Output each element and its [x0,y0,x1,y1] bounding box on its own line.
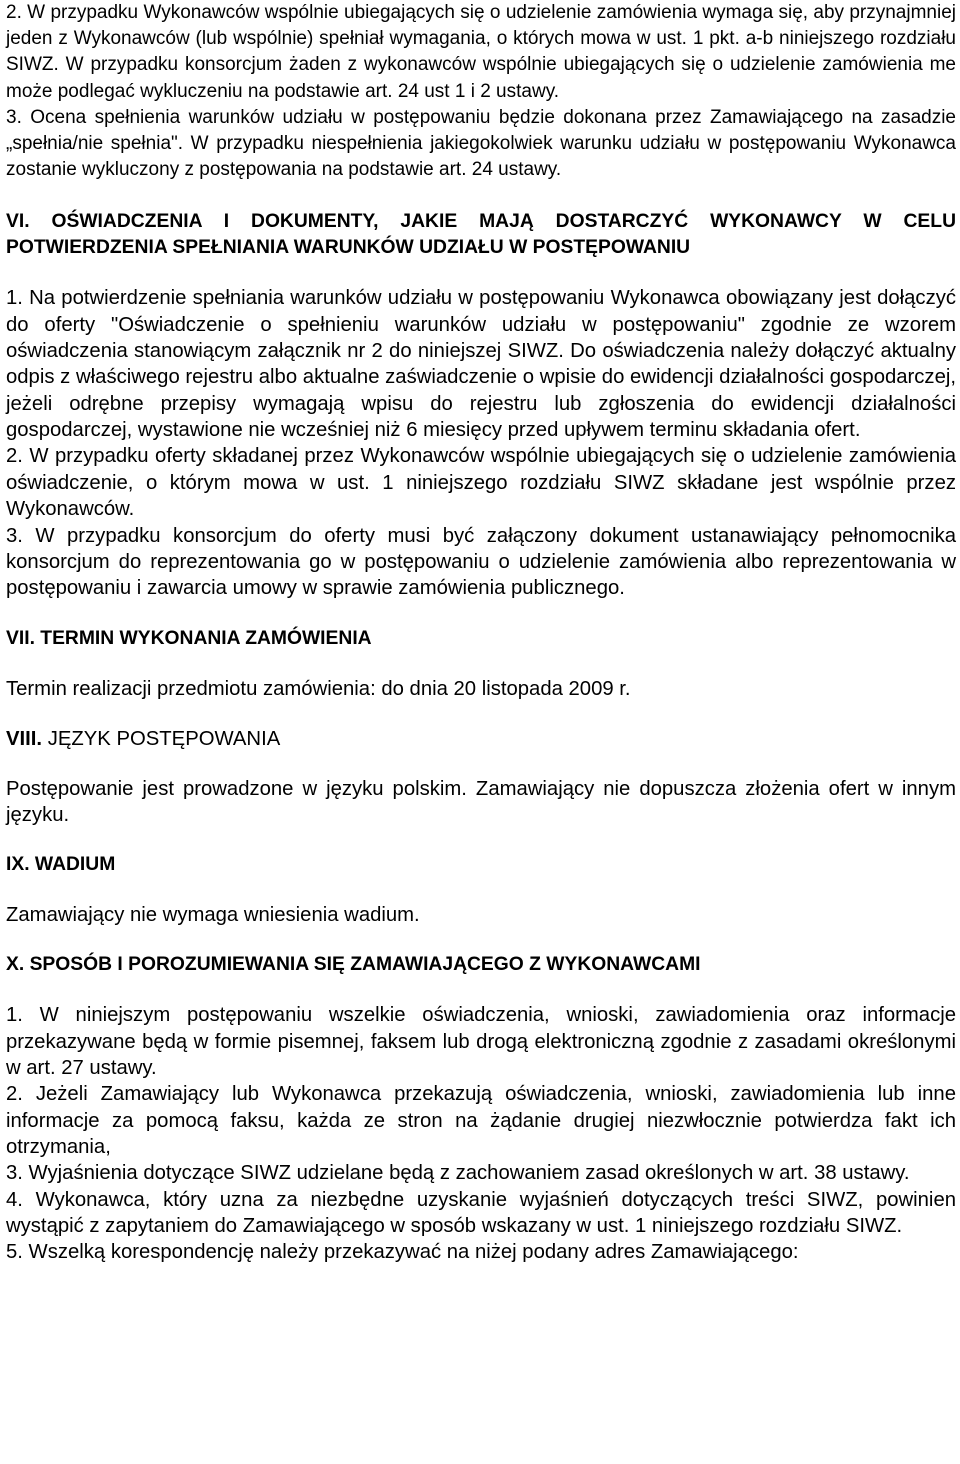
spacer [6,183,956,209]
section-x-paragraph-1: 1. W niniejszym postępowaniu wszelkie oświadczenia, wnioski, zawiadomienia oraz informacje przekazywane będą w formie pisemnej, faksem lub drogą elektroniczną zgodnie z zasadami określonymi w art. 27 ustawy. [6,1004,956,1079]
spacer [6,652,956,676]
section-x-paragraph-4: 4. Wykonawca, który uzna za niezbędne uzyskanie wyjaśnień dotyczących treści SIWZ, powinien wystąpić z zapytaniem do Zamawiającego w sposób wskazany w ust. 1 niniejszego rozdziału SIWZ. [6,1188,956,1237]
spacer [6,828,956,852]
spacer [6,878,956,902]
section-vi-paragraph-1: 1. Na potwierdzenie spełniania warunków udziału w postępowaniu Wykonawca obowiązany jest dołączyć do oferty "Oświadczenie o spełnieniu warunków udziału w postępowaniu" zgodnie ze wzorem oświadczenia stanowiącym załącznik nr 2 do niniejszej SIWZ. Do oświadczenia należy dołączyć aktualny odpis z właściwego rejestru albo aktualne zaświadczenie o wpisie do ewidencji działalności gospodarczej, jeżeli odrębne przepisy wymagają wpisu do rejestru lub zgłoszenia do ewidencji działalności gospodarczej, wystawione nie wcześniej niż 6 miesięcy przed upływem terminu składania ofert. [6,287,956,442]
section-ix-heading: IX. WADIUM [6,854,116,876]
section-vi-paragraph-2: 2. W przypadku oferty składanej przez Wykonawców wspólnie ubiegających się o udzielenie zamówienia oświadczenie, o którym mowa w ust. 1 niniejszego rozdziału SIWZ składane jest wspólnie przez Wykonawców. [6,445,956,521]
section-viii-title: JĘZYK POSTĘPOWANIA [42,727,281,750]
section-vi-paragraph-3: 3. W przypadku konsorcjum do oferty musi być załączony dokument ustanawiający pełnomocnika konsorcjum do reprezentowania go w postępowaniu o udzielenie zamówienia albo reprezentowania w postępowaniu i zawarcia umowy w sprawie zamówienia publicznego. [6,524,956,600]
section-x-paragraph-5: 5. Wszelką korespondencję należy przekazywać na niżej podany adres Zamawiającego: [6,1241,799,1264]
section-viii-text: Postępowanie jest prowadzone w języku polskim. Zamawiający nie dopuszcza złożenia ofert w innym języku. [6,777,956,826]
spacer [6,928,956,952]
section-vi-heading: VI. OŚWIADCZENIA I DOKUMENTY, JAKIE MAJĄ DOSTARCZYĆ WYKONAWCY W CELU POTWIERDZENIA SPEŁNIANIA WARUNKÓW UDZIAŁU W POSTĘPOWANIU [6,211,956,259]
section-viii-number: VIII. [6,727,43,750]
spacer [6,978,956,1002]
spacer [6,702,956,726]
section-ix-text: Zamawiający nie wymaga wniesienia wadium. [6,904,420,927]
section-x-heading: X. SPOSÓB I POROZUMIEWANIA SIĘ ZAMAWIAJĄCEGO Z WYKONAWCAMI [6,954,701,976]
section-v-paragraph-3: 3. Ocena spełnienia warunków udziału w postępowaniu będzie dokonana przez Zamawiającego na zasadzie „spełnia/nie spełnia". W przypadku niespełnienia jakiegokolwiek warunku udziału w postępowaniu Wykonawca zostanie wykluczony z postępowania na podstawie art. 24 ustawy. [6,106,956,181]
section-v-paragraph-2: 2. W przypadku Wykonawców wspólnie ubiegających się o udzielenie zamówienia wymaga się, aby przynajmniej jeden z Wykonawców (lub wspólnie) spełniał wymagania, o których mowa w ust. 1 pkt. a-b niniejszego rozdziału SIWZ. W przypadku konsorcjum żaden z wykonawców wspólnie ubiegających się o udzielenie zamówienia me może podlegać wykluczeniu na podstawie art. 24 ust 1 i 2 ustawy. [6,2,956,102]
spacer [6,752,956,776]
section-viii-heading [6,726,956,752]
section-x-paragraph-2: 2. Jeżeli Zamawiający lub Wykonawca przekazują oświadczenia, wnioski, zawiadomienia lub inne informacje za pomocą faksu, każda ze stron na żądanie drugiej niezwłocznie potwierdza fakt ich otrzymania, [6,1083,956,1158]
section-vii-heading: VII. TERMIN WYKONANIA ZAMÓWIENIA [6,627,372,649]
spacer [6,261,956,285]
document-page [6,0,956,1266]
spacer [6,602,956,626]
section-x-paragraph-3: 3. Wyjaśnienia dotyczące SIWZ udzielane będą z zachowaniem zasad określonych w art. 38 ustawy. [6,1162,910,1185]
section-vii-text: Termin realizacji przedmiotu zamówienia: do dnia 20 listopada 2009 r. [6,677,631,700]
